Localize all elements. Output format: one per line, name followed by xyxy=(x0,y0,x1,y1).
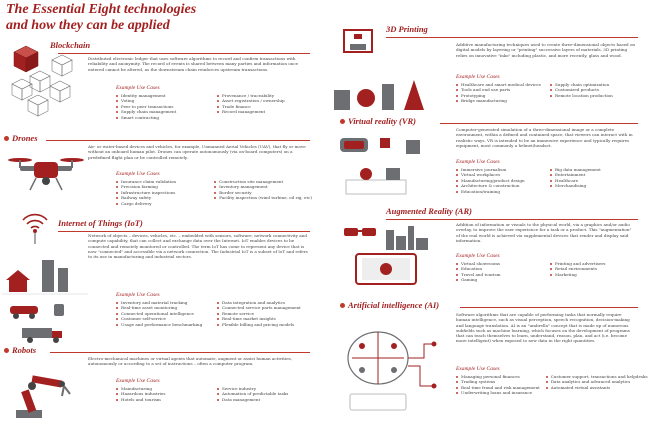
blockchain-heading xyxy=(50,40,90,50)
ar-description: Addition of information or visuals to the physical world, via a graphics and/or audio overlay, to improve the user experience for a task or a product. This "augmentation" of the real world is achieved via supplemental devices that render and display said information. xyxy=(456,222,632,243)
ai-heading xyxy=(340,300,439,310)
list-item: Entertainment xyxy=(550,172,638,177)
drones-use-cases-list xyxy=(116,179,312,206)
list-item: Architecture & construction xyxy=(456,183,544,188)
list-item: Immersive journalism xyxy=(456,167,544,172)
drone-icon xyxy=(8,158,84,190)
list-item: Data integration and analytics xyxy=(217,300,312,305)
cube-icon xyxy=(14,46,38,72)
ai-brain-illustration xyxy=(338,316,444,416)
robots-title: Robots xyxy=(12,345,37,355)
iot-title: Internet of Things (IoT) xyxy=(58,218,143,228)
list-item: Virtual workplaces xyxy=(456,172,544,177)
drones-heading xyxy=(4,133,38,143)
truck-icon xyxy=(22,328,62,343)
drones-use-cases-label: Example Use Cases xyxy=(116,171,160,177)
list-item: Hazardous industries xyxy=(116,391,211,396)
list-item: Infrastructure inspections xyxy=(116,190,208,195)
building-icon xyxy=(42,260,68,292)
ai-use-cases-list xyxy=(456,374,648,396)
blockchain-rule xyxy=(58,53,310,54)
list-item: Merchandising xyxy=(550,183,638,188)
list-item: Healthcare xyxy=(550,178,638,183)
iot-description: Network of objects – devices, vehicles, etc. – embedded with sensors, software, network connectivity and compute capability, that can collect and exchange data over the Internet. IoT enables devices to be connected and remotely monitored or controlled. The term IoT has come to represent any device that is now "connected" and accessible via a network connection. The Industrial IoT is a subset of IoT and refers to its use in manufacturing and industrial sectors. xyxy=(88,233,308,260)
list-item: Real-time asset monitoring xyxy=(116,305,211,310)
list-item: Manufacturing/product design xyxy=(456,178,544,183)
list-item: Virtual showrooms xyxy=(456,261,544,266)
list-item: Customized products xyxy=(550,87,638,92)
page-title xyxy=(6,2,266,34)
robots-bullet xyxy=(4,348,9,353)
page-title-line-2: and how they can be applied xyxy=(6,18,170,33)
list-item: Printing and advertisers xyxy=(550,261,638,266)
ar-rule xyxy=(386,219,638,220)
ai-description: Software algorithms that are capable of performing tasks that normally require human intelligence, such as visual perception, speech recognition, decision-making and language translation. AI is an "umbrella" concept that is made up of numerous subfields such as machine learning, which focuses on the development of programs that can teach themselves to learn, understand, reason, plan, and act (i.e. become more intelligent) when exposed to new data in the right quantities. xyxy=(456,312,630,344)
iot-use-cases-label: Example Use Cases xyxy=(116,292,160,298)
blockchain-title: Blockchain xyxy=(50,40,91,50)
list-item: Precision farming xyxy=(116,184,208,189)
vr-rule xyxy=(440,123,638,124)
list-item: Bridge manufacturing xyxy=(456,98,544,103)
ar-devices-illustration xyxy=(336,222,448,288)
3d-printing-use-cases-list xyxy=(456,82,638,104)
ai-title: Artificial intelligence (AI) xyxy=(348,300,440,310)
ar-title: Augmented Reality (AR) xyxy=(386,206,472,216)
list-item: Manufacturing xyxy=(116,386,211,391)
ai-rule xyxy=(460,307,638,308)
3d-printed-objects-illustration xyxy=(330,60,440,114)
list-item: Data management xyxy=(217,397,312,402)
iot-rule xyxy=(58,231,310,232)
3d-printing-use-cases-label: Example Use Cases xyxy=(456,74,500,80)
iot-use-cases-list xyxy=(116,300,312,327)
list-item: Education/training xyxy=(456,189,544,194)
ai-bullet xyxy=(340,303,345,308)
iot-wifi-illustration xyxy=(20,206,50,246)
drones-rule xyxy=(46,140,310,141)
ar-heading xyxy=(386,206,472,216)
list-item: Border security xyxy=(214,190,312,195)
printer-icon xyxy=(344,30,372,52)
house-icon xyxy=(6,270,30,292)
list-item: Prototyping xyxy=(456,93,544,98)
3d-printer-illustration xyxy=(340,26,376,56)
list-item: Customer support, transactions and helpdesks xyxy=(546,374,648,379)
list-item: Managing personal finances xyxy=(456,374,540,379)
list-item: Supply chain optimization xyxy=(550,82,638,87)
watch-icon xyxy=(54,304,64,316)
robots-description: Electro-mechanical machines or virtual agents that automate, augment or assist human activities, autonomously or according to a set of instructions – often a computer program. xyxy=(88,356,293,367)
iot-city-illustration xyxy=(2,250,88,346)
list-item: Service industry xyxy=(217,386,312,391)
list-item: Peer to peer transactions xyxy=(116,104,211,109)
list-item: Flexible billing and pricing models xyxy=(217,322,312,327)
list-item: Record management xyxy=(217,109,312,114)
iot-heading xyxy=(58,218,143,228)
page-title-line-1: The Essential Eight technologies xyxy=(6,2,197,17)
list-item: Facility inspection (wind turbine, oil rig, etc) xyxy=(214,195,312,200)
list-item: Automation of predictable tasks xyxy=(217,391,312,396)
list-item: Railway safety xyxy=(116,195,208,200)
ar-use-cases-label: Example Use Cases xyxy=(456,253,500,259)
list-item: Construction site management xyxy=(214,179,312,184)
list-item: Cargo delivery xyxy=(116,201,208,206)
list-item: Asset registration / ownership xyxy=(217,98,312,103)
car-icon xyxy=(10,306,38,319)
list-item: Big data management xyxy=(550,167,638,172)
list-item: Automated virtual assistants xyxy=(546,385,648,390)
robots-use-cases-list xyxy=(116,386,312,402)
robot-arm-illustration xyxy=(6,362,86,420)
3d-printing-heading xyxy=(386,24,428,34)
list-item: Marketing xyxy=(550,272,638,277)
3d-printing-title: 3D Printing xyxy=(386,24,428,34)
list-item: Real-time market insights xyxy=(217,316,312,321)
list-item: Connected service parts management xyxy=(217,305,312,310)
list-item: Connected operational intelligence xyxy=(116,311,211,316)
list-item: Inventory management xyxy=(214,184,312,189)
list-item: Travel and tourism xyxy=(456,272,544,277)
3d-printing-description: Additive manufacturing techniques used to create three-dimensional objects based on digital models by layering or "printing" successive layers of materials. 3D printing relies on innovative "inks" including plastic, and more recently, glass and wood. xyxy=(456,42,636,58)
3d-printing-rule xyxy=(386,37,638,38)
list-item: Smart contracting xyxy=(116,115,211,120)
blockchain-use-cases-list xyxy=(116,93,312,120)
ar-glasses-icon xyxy=(344,228,376,236)
skyline-icon xyxy=(386,226,428,250)
list-item: Insurance claim validation xyxy=(116,179,208,184)
list-item: Inventory and material tracking xyxy=(116,300,211,305)
blockchain-description: Distributed electronic ledger that uses software algorithms to record and confirm transactions with reliability and anonymity. The record of events is shared between many parties and information once entered cannot be altered, as the downstream chain reinforces upstream transactions. xyxy=(88,56,299,72)
tablet-icon xyxy=(356,254,416,284)
list-item: Remote service xyxy=(217,311,312,316)
vr-heading xyxy=(340,116,416,126)
vr-headset-illustration xyxy=(336,130,446,202)
list-item: Trading systems xyxy=(456,379,540,384)
blockchain-use-cases-label: Example Use Cases xyxy=(116,85,160,91)
list-item: Remote location production xyxy=(550,93,638,98)
circuit-icon xyxy=(408,342,436,388)
robots-use-cases-label: Example Use Cases xyxy=(116,378,160,384)
vr-use-cases-list xyxy=(456,167,638,194)
list-item: Customer self-service xyxy=(116,316,211,321)
list-item: Identity management xyxy=(116,93,211,98)
brain-icon xyxy=(348,332,408,384)
list-item: Supply chain management xyxy=(116,109,211,114)
robots-heading xyxy=(4,345,36,355)
list-item: Usage and performance benchmarking xyxy=(116,322,211,327)
list-item: Hotels and tourism xyxy=(116,397,211,402)
list-item: Data analytics and advanced analytics xyxy=(546,379,648,384)
vr-use-cases-label: Example Use Cases xyxy=(456,159,500,165)
drones-title: Drones xyxy=(12,133,38,143)
vr-headset-icon xyxy=(340,138,368,152)
list-item: Healthcare and smart medical devices xyxy=(456,82,544,87)
list-item: Voting xyxy=(116,98,211,103)
list-item: Underwriting loans and insurance xyxy=(456,390,540,395)
ai-use-cases-label: Example Use Cases xyxy=(456,366,500,372)
wifi-icon xyxy=(23,215,47,228)
list-item: Provenance / traceability xyxy=(217,93,312,98)
robots-rule xyxy=(50,352,310,353)
vr-bullet xyxy=(340,119,345,124)
drones-description: Air- or water-based devices and vehicles, for example, Unmanned Aerial Vehicles (UAV), that fly or move without an onboard human pilot. Drones can operate autonomously (via on-board computers) on a predefined flight plan or be controlled remotely. xyxy=(88,144,306,160)
ar-use-cases-list xyxy=(456,261,638,283)
list-item: Education xyxy=(456,266,544,271)
list-item: Trade finance xyxy=(217,104,312,109)
list-item: Retail environments xyxy=(550,266,638,271)
vr-title: Virtual reality (VR) xyxy=(348,116,417,126)
list-item: Gaming xyxy=(456,277,544,282)
list-item: Real time fraud and risk management xyxy=(456,385,540,390)
list-item: Tools and end use parts xyxy=(456,87,544,92)
vr-description: Computer-generated simulation of a three-dimensional image or a complete environment, within a defined and contained space, that viewers can interact with in realistic ways. VR is intended to be an immersive experience and typically requires equipment, most commonly a helmet/headset. xyxy=(456,127,633,148)
blockchain-cubes-illustration xyxy=(4,46,84,122)
drones-bullet xyxy=(4,136,9,141)
robot-arm-icon xyxy=(16,375,70,418)
